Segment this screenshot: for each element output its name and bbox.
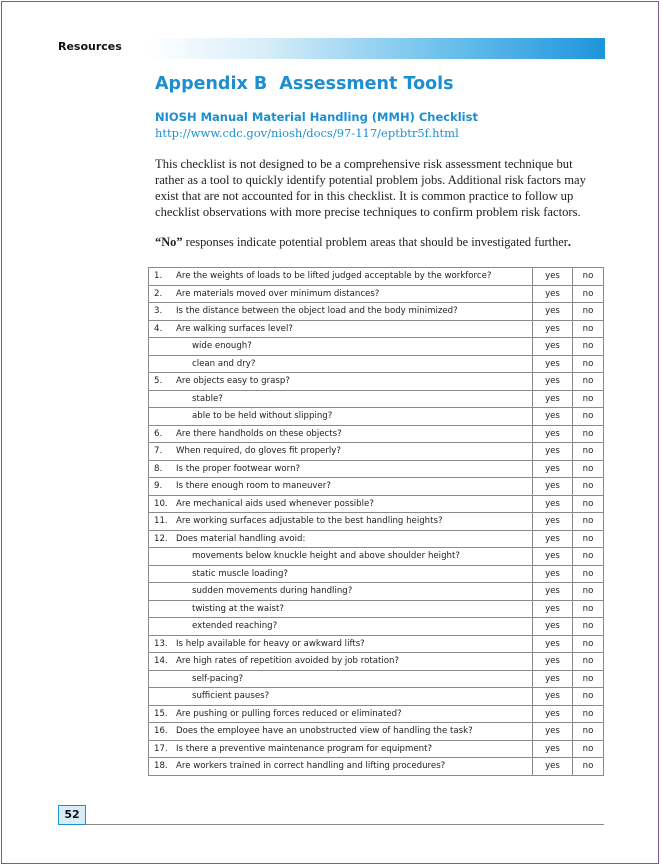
question-cell — [149, 338, 533, 356]
yes-cell[interactable]: yes — [533, 355, 573, 373]
no-cell[interactable]: no — [573, 320, 604, 338]
question-number: 11. — [154, 516, 168, 527]
checklist-body — [149, 268, 604, 776]
checklist-title: NIOSH Manual Material Handling (MMH) Checklist — [155, 110, 478, 124]
no-cell[interactable]: no — [573, 495, 604, 513]
yes-cell[interactable]: yes — [533, 303, 573, 321]
question-number: 4. — [154, 323, 163, 334]
no-cell[interactable]: no — [573, 758, 604, 776]
no-cell[interactable]: no — [573, 338, 604, 356]
question-cell — [149, 635, 533, 653]
question-text: Are materials moved over minimum distances? — [176, 288, 380, 299]
checklist-row — [149, 670, 604, 688]
question-cell — [149, 583, 533, 601]
sub-question-text: sudden movements during handling? — [192, 586, 353, 597]
question-cell — [149, 758, 533, 776]
question-cell — [149, 740, 533, 758]
no-cell[interactable]: no — [573, 425, 604, 443]
question-text: Does the employee have an unobstructed view of handling the task? — [176, 726, 473, 737]
yes-cell[interactable]: yes — [533, 723, 573, 741]
checklist-row — [149, 513, 604, 531]
yes-cell[interactable]: yes — [533, 373, 573, 391]
checklist-row — [149, 478, 604, 496]
sub-question-text: stable? — [192, 393, 223, 404]
yes-cell[interactable]: yes — [533, 513, 573, 531]
no-cell[interactable]: no — [573, 390, 604, 408]
question-cell — [149, 268, 533, 286]
question-text: Is there enough room to maneuver? — [176, 481, 331, 492]
question-number: 14. — [154, 656, 168, 667]
question-text: Are pushing or pulling forces reduced or eliminated? — [176, 708, 402, 719]
checklist-row — [149, 565, 604, 583]
checklist-row — [149, 740, 604, 758]
checklist-row — [149, 548, 604, 566]
question-cell — [149, 355, 533, 373]
yes-cell[interactable]: yes — [533, 285, 573, 303]
question-cell — [149, 548, 533, 566]
question-cell — [149, 303, 533, 321]
intro-paragraph: This checklist is not designed to be a comprehensive risk assessment technique but rather as a tool to quickly identify potential problem jobs. Additional risk factors may exist that are not accounted for in this checklist. It is common practice to follow up checklist observations with more precise techniques to confirm problem risk factors. — [155, 157, 586, 219]
no-cell[interactable]: no — [573, 670, 604, 688]
yes-cell[interactable]: yes — [533, 618, 573, 636]
no-cell[interactable]: no — [573, 478, 604, 496]
checklist-row — [149, 583, 604, 601]
question-cell — [149, 408, 533, 426]
question-number: 13. — [154, 638, 168, 649]
no-cell[interactable]: no — [573, 513, 604, 531]
no-cell[interactable]: no — [573, 303, 604, 321]
note-line — [155, 235, 571, 250]
question-cell — [149, 530, 533, 548]
checklist-row — [149, 355, 604, 373]
no-cell[interactable]: no — [573, 285, 604, 303]
yes-cell[interactable]: yes — [533, 530, 573, 548]
appendix-title: Appendix B Assessment Tools — [155, 74, 454, 94]
page-number: 52 — [58, 805, 86, 825]
checklist-row — [149, 758, 604, 776]
question-text: Is help available for heavy or awkward lifts? — [176, 638, 365, 649]
checklist-row — [149, 495, 604, 513]
no-cell[interactable]: no — [573, 443, 604, 461]
checklist-row — [149, 338, 604, 356]
sub-question-text: extended reaching? — [192, 621, 278, 632]
question-cell — [149, 513, 533, 531]
sub-question-text: movements below knuckle height and above shoulder height? — [192, 551, 460, 562]
no-cell[interactable]: no — [573, 635, 604, 653]
question-number: 18. — [154, 761, 168, 772]
sub-question-text: able to be held without slipping? — [192, 411, 333, 422]
no-cell[interactable]: no — [573, 408, 604, 426]
checklist-row — [149, 460, 604, 478]
yes-cell[interactable]: yes — [533, 425, 573, 443]
question-text: Are walking surfaces level? — [176, 323, 293, 334]
no-cell[interactable]: no — [573, 618, 604, 636]
yes-cell[interactable]: yes — [533, 653, 573, 671]
sub-question-text: clean and dry? — [192, 358, 256, 369]
yes-cell[interactable]: yes — [533, 600, 573, 618]
sub-question-text: static muscle loading? — [192, 568, 288, 579]
question-text: When required, do gloves fit properly? — [176, 446, 341, 457]
yes-cell[interactable]: yes — [533, 758, 573, 776]
checklist-row — [149, 705, 604, 723]
question-cell — [149, 618, 533, 636]
checklist-row — [149, 600, 604, 618]
checklist-row — [149, 425, 604, 443]
question-cell — [149, 653, 533, 671]
question-cell — [149, 688, 533, 706]
note-text: responses indicate potential problem areas that should be investigated further — [182, 235, 568, 249]
no-cell[interactable]: no — [573, 688, 604, 706]
question-text: Are mechanical aids used whenever possible? — [176, 498, 374, 509]
checklist-row — [149, 443, 604, 461]
yes-cell[interactable]: yes — [533, 390, 573, 408]
question-number: 17. — [154, 743, 168, 754]
no-cell[interactable]: no — [573, 548, 604, 566]
yes-cell[interactable]: yes — [533, 443, 573, 461]
question-number: 12. — [154, 533, 168, 544]
sub-question-text: wide enough? — [192, 341, 252, 352]
yes-cell[interactable]: yes — [533, 320, 573, 338]
yes-cell[interactable]: yes — [533, 408, 573, 426]
question-number: 8. — [154, 463, 163, 474]
note-no-word: “No” — [155, 235, 183, 249]
question-cell — [149, 320, 533, 338]
question-text: Is the distance between the object load and the body minimized? — [176, 306, 458, 317]
checklist-row — [149, 618, 604, 636]
question-text: Are high rates of repetition avoided by job rotation? — [176, 656, 400, 667]
question-cell — [149, 460, 533, 478]
checklist-row — [149, 408, 604, 426]
no-cell[interactable]: no — [573, 653, 604, 671]
question-text: Are objects easy to grasp? — [176, 376, 290, 387]
yes-cell[interactable]: yes — [533, 740, 573, 758]
yes-cell[interactable]: yes — [533, 460, 573, 478]
no-cell[interactable]: no — [573, 705, 604, 723]
question-number: 7. — [154, 446, 163, 457]
checklist-row — [149, 320, 604, 338]
sub-question-text: self-pacing? — [192, 673, 244, 684]
yes-cell[interactable]: yes — [533, 583, 573, 601]
question-cell — [149, 425, 533, 443]
header-gradient-bar — [148, 38, 605, 59]
question-number: 9. — [154, 481, 163, 492]
no-cell[interactable]: no — [573, 460, 604, 478]
question-number: 2. — [154, 288, 163, 299]
yes-cell[interactable]: yes — [533, 670, 573, 688]
checklist-row — [149, 303, 604, 321]
question-text: Are there handholds on these objects? — [176, 428, 342, 439]
question-cell — [149, 705, 533, 723]
sub-question-text: sufficient pauses? — [192, 691, 270, 702]
question-cell — [149, 600, 533, 618]
question-text: Is the proper footwear worn? — [176, 463, 301, 474]
checklist-row — [149, 285, 604, 303]
question-number: 15. — [154, 708, 168, 719]
yes-cell[interactable]: yes — [533, 338, 573, 356]
yes-cell[interactable]: yes — [533, 635, 573, 653]
question-cell — [149, 495, 533, 513]
yes-cell[interactable]: yes — [533, 688, 573, 706]
question-cell — [149, 285, 533, 303]
no-cell[interactable]: no — [573, 740, 604, 758]
checklist-row — [149, 688, 604, 706]
question-cell — [149, 373, 533, 391]
question-text: Is there a preventive maintenance program for equipment? — [176, 743, 433, 754]
question-cell — [149, 478, 533, 496]
question-cell — [149, 443, 533, 461]
question-number: 1. — [154, 271, 163, 282]
question-text: Are workers trained in correct handling and lifting procedures? — [176, 761, 446, 772]
no-cell[interactable]: no — [573, 355, 604, 373]
no-cell[interactable]: no — [573, 530, 604, 548]
yes-cell[interactable]: yes — [533, 548, 573, 566]
yes-cell[interactable]: yes — [533, 705, 573, 723]
yes-cell[interactable]: yes — [533, 478, 573, 496]
no-cell[interactable]: no — [573, 583, 604, 601]
checklist-row — [149, 635, 604, 653]
question-cell — [149, 670, 533, 688]
checklist-table — [148, 267, 604, 776]
no-cell[interactable]: no — [573, 373, 604, 391]
question-number: 3. — [154, 306, 163, 317]
checklist-row — [149, 723, 604, 741]
checklist-row — [149, 653, 604, 671]
question-cell — [149, 723, 533, 741]
checklist-row — [149, 390, 604, 408]
no-cell[interactable]: no — [573, 268, 604, 286]
no-cell[interactable]: no — [573, 565, 604, 583]
no-cell[interactable]: no — [573, 600, 604, 618]
sub-question-text: twisting at the waist? — [192, 603, 284, 614]
question-cell — [149, 565, 533, 583]
checklist-row — [149, 530, 604, 548]
question-number: 16. — [154, 726, 168, 737]
note-period: . — [567, 235, 572, 249]
question-text: Are working surfaces adjustable to the best handling heights? — [176, 516, 443, 527]
checklist-row — [149, 373, 604, 391]
footer-rule — [86, 824, 604, 825]
yes-cell[interactable]: yes — [533, 268, 573, 286]
question-cell — [149, 390, 533, 408]
question-number: 10. — [154, 498, 168, 509]
question-number: 5. — [154, 376, 163, 387]
checklist-row — [149, 268, 604, 286]
section-label: Resources — [58, 40, 122, 53]
question-text: Are the weights of loads to be lifted judged acceptable by the workforce? — [176, 271, 492, 282]
yes-cell[interactable]: yes — [533, 495, 573, 513]
question-number: 6. — [154, 428, 163, 439]
no-cell[interactable]: no — [573, 723, 604, 741]
source-link[interactable]: http://www.cdc.gov/niosh/docs/97-117/eptbtr5f.html — [155, 126, 459, 140]
question-text: Does material handling avoid: — [176, 533, 306, 544]
yes-cell[interactable]: yes — [533, 565, 573, 583]
